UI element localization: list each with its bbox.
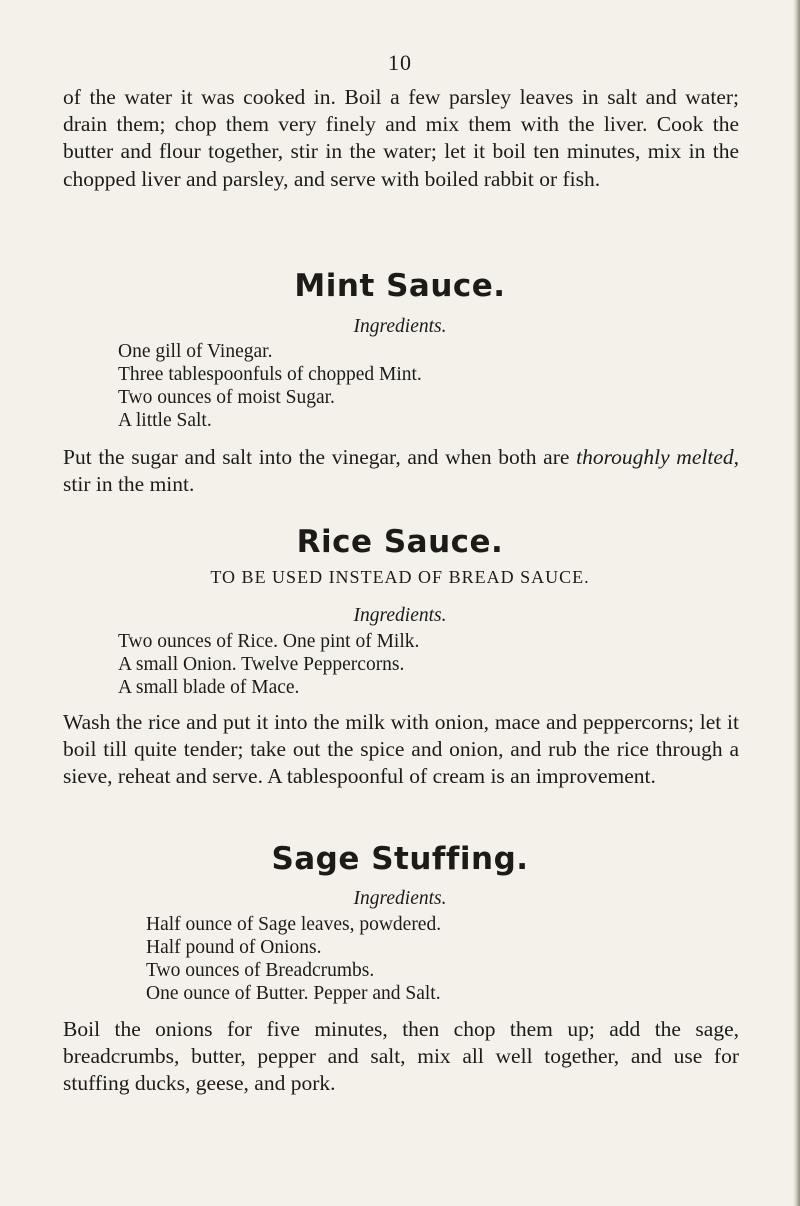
sage-stuffing-ingredient-list	[146, 913, 441, 1005]
rice-sauce-method: Wash the rice and put it into the milk with onion, mace and peppercorns; let it boil till quite tender; take out the spice and onion, and rub the rice through a sieve, reheat and serve. A tablespoonful of cream is an improvement.	[63, 710, 739, 789]
ingredient-item: Two ounces of Rice. One pint of Milk.	[118, 631, 420, 652]
page-number: 10	[388, 50, 412, 75]
sage-stuffing-title: Sage Stuffing.	[271, 841, 529, 877]
ingredient-item: One ounce of Butter. Pepper and Salt.	[146, 983, 441, 1004]
method-text: , stir in the mint.	[63, 445, 739, 497]
sage-stuffing-method: Boil the onions for five minutes, then chop them up; add the sage, breadcrumbs, butter, pepper and salt, mix all well together, and use for stuffing ducks, geese, and pork.	[63, 1017, 739, 1096]
ingredient-item: Half pound of Onions.	[146, 937, 322, 958]
page-edge-shadow	[793, 0, 800, 1206]
method-text: Put the sugar and salt into the vinegar, and when both are	[63, 445, 577, 469]
method-emphasis: thoroughly melted	[576, 445, 734, 469]
intro-paragraph: of the water it was cooked in. Boil a few parsley leaves in salt and water; drain them; chop them very finely and mix them with the liver. Cook the butter and flour together, stir in the water; let it boil ten minutes, mix in the chopped liver and parsley, and serve with boiled rabbit or fish.	[63, 85, 739, 191]
rice-sauce-title: Rice Sauce.	[296, 524, 504, 560]
ingredient-item: A small blade of Mace.	[118, 677, 300, 698]
rice-sauce-ingredients-heading: Ingredients.	[353, 605, 447, 626]
ingredient-item: Half ounce of Sage leaves, powdered.	[146, 914, 442, 935]
mint-sauce-method	[63, 444, 739, 498]
ingredient-item: Two ounces of moist Sugar.	[118, 387, 335, 408]
ingredient-item: A small Onion. Twelve Peppercorns.	[118, 654, 405, 675]
ingredient-item: Three tablespoonfuls of chopped Mint.	[118, 364, 422, 385]
mint-sauce-ingredients-heading: Ingredients.	[353, 316, 447, 337]
sage-stuffing-ingredients-heading: Ingredients.	[353, 888, 447, 909]
mint-sauce-title: Mint Sauce.	[294, 268, 506, 304]
mint-sauce-ingredient-list	[118, 340, 422, 432]
ingredient-item: Two ounces of Breadcrumbs.	[146, 960, 375, 981]
ingredient-item: A little Salt.	[118, 410, 212, 431]
rice-sauce-ingredient-list	[118, 630, 419, 699]
ingredient-item: One gill of Vinegar.	[118, 341, 273, 362]
rice-sauce-note: TO BE USED INSTEAD OF BREAD SAUCE.	[210, 567, 590, 587]
